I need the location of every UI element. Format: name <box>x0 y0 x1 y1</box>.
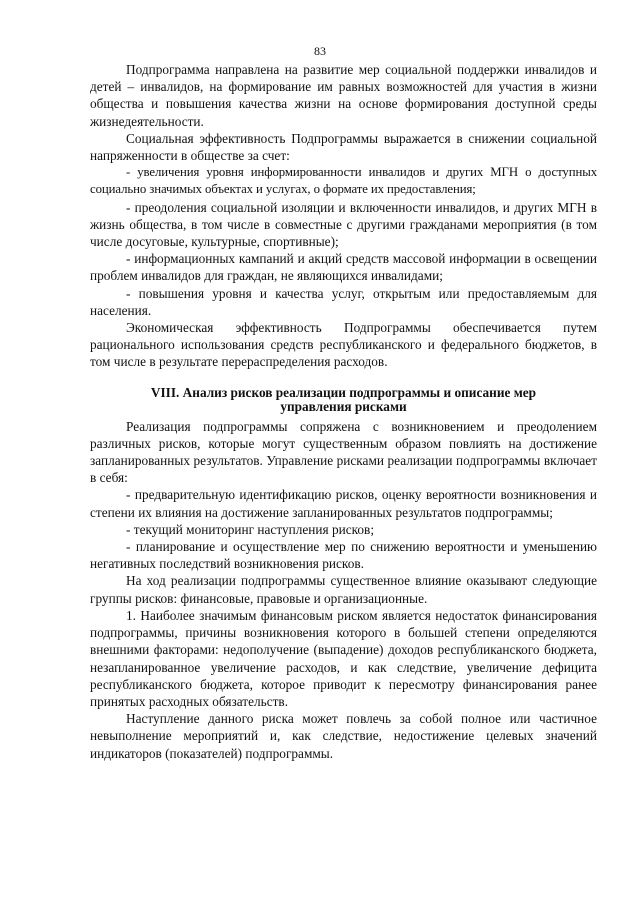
page-number: 83 <box>314 44 326 58</box>
list-item-info-campaigns: - информационных кампаний и акций средств массовой информации в освещении проблем инвалидов для граждан, не являющихся инвалидами; <box>90 251 597 284</box>
paragraph-risk-intro: Реализация подпрограммы сопряжена с возникновением и преодолением различных рисков, которые могут существенным образом повлиять на достижение запланированных результатов. Управление рисками реализации подпрограммы включает в себя: <box>90 418 597 486</box>
list-item-risk-identification: - предварительную идентификацию рисков, оценку вероятности возникновения и степени их влияния на достижение запланированных результатов подпрограммы; <box>90 487 597 520</box>
paragraph-economic-efficiency: Экономическая эффективность Подпрограммы обеспечивается путем рационального использования средств республиканского и федерального бюджетов, в том числе в результате перераспределения расходов. <box>90 320 597 370</box>
list-item-awareness: - увеличения уровня информированности инвалидов и других МГН о доступных социально значимых объектах и услугах, о формате их предоставления; <box>90 165 597 197</box>
section-heading <box>90 386 597 415</box>
list-item-social-isolation: - преодоления социальной изоляции и включенности инвалидов, и других МГН в жизнь общества, в том числе в совместные с другими гражданами мероприятия (в том числе досуговые, культурные, спортивные); <box>90 199 597 250</box>
paragraph-program-purpose: Подпрограмма направлена на развитие мер социальной поддержки инвалидов и детей – инвалидов, на формирование им равных возможностей для участия в жизни общества и повышения качества жизни на основе формирования доступной среды жизнедеятельности. <box>90 62 597 129</box>
document-body <box>90 61 597 762</box>
paragraph-risk-consequence: Наступление данного риска может повлечь за собой полное или частичное невыполнение мероприятий и, как следствие, недостижение целевых значений индикаторов (показателей) подпрограммы. <box>90 711 597 761</box>
paragraph-risk-groups: На ход реализации подпрограммы существенное влияние оказывают следующие группы рисков: финансовые, правовые и организационные. <box>90 573 597 606</box>
section-heading-line-2: управления рисками <box>280 399 407 415</box>
list-item-service-quality: - повышения уровня и качества услуг, открытым или предоставляемым для населения. <box>90 285 597 318</box>
section-heading-line-1: VIII. Анализ рисков реализации подпрограммы и описание мер <box>150 384 537 400</box>
list-item-risk-mitigation: - планирование и осуществление мер по снижению вероятности и уменьшению негативных последствий возникновения рисков. <box>90 539 597 572</box>
paragraph-social-efficiency: Социальная эффективность Подпрограммы выражается в снижении социальной напряженности в обществе за счет: <box>90 130 597 164</box>
list-item-risk-monitoring: - текущий мониторинг наступления рисков; <box>126 521 375 537</box>
paragraph-financial-risk: 1. Наиболее значимым финансовым риском является недостаток финансирования подпрограммы, причины возникновения которого в большей степени определяются внешними факторами: недополучение (выпадение) доходов республиканского бюджета, незапланированное увеличение расходов, и как следствие, увеличение дефицита республиканского бюджета, которое приводит к пересмотру финансирования ранее принятых расходных обязательств. <box>90 607 597 709</box>
